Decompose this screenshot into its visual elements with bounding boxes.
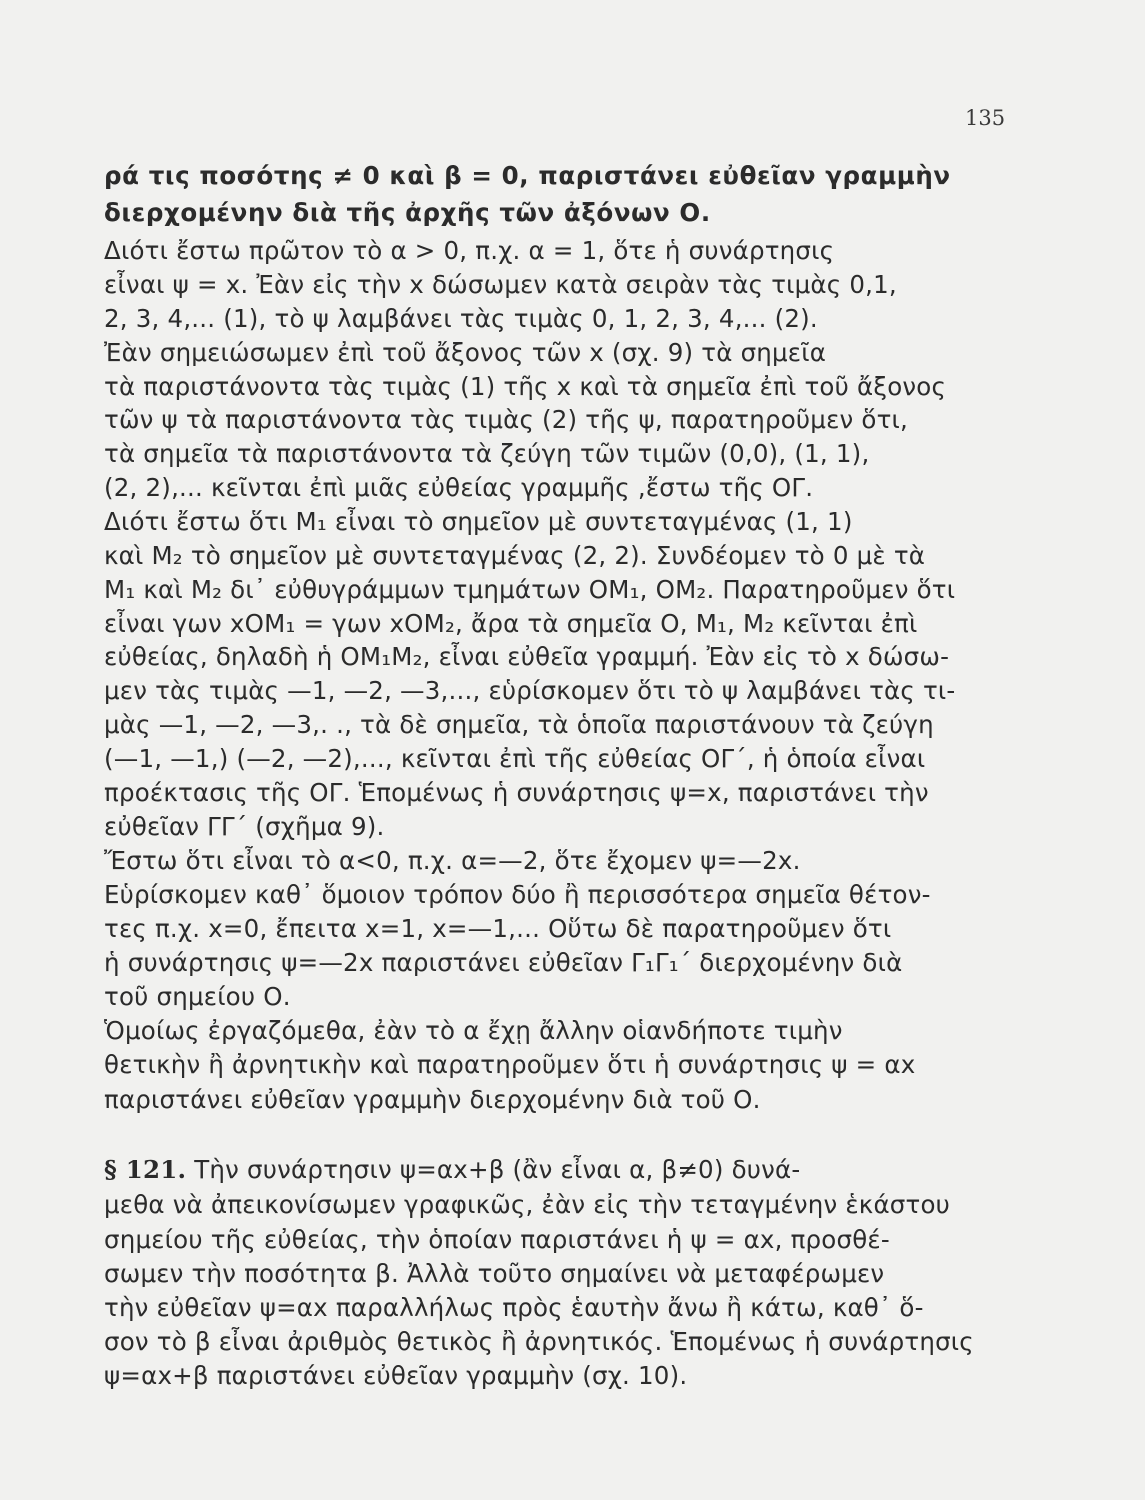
text-line: ἡ συνάρτησις ψ=—2x παριστάνει εὐθεῖαν Γ₁Γ₁΄ διερχομένην διὰ [104,948,903,977]
text-line: (2, 2),... κεῖνται ἐπὶ μιᾶς εὐθείας γραμμῆς ,ἔστω τῆς ΟΓ. [104,473,814,502]
text-line: 2, 3, 4,... (1), τὸ ψ λαμβάνει τὰς τιμὰς 0, 1, 2, 3, 4,... (2). [104,304,818,333]
text-line: μεν τὰς τιμὰς —1, —2, —3,..., εὑρίσκομεν ὅτι τὸ ψ λαμβάνει τὰς τι- [104,676,956,705]
text-line: ψ=αx+β παριστάνει εὐθεῖαν γραμμὴν (σχ. 10). [104,1361,688,1390]
text-line: παριστάνει εὐθεῖαν γραμμὴν διερχομένην διὰ τοῦ Ο. [104,1085,761,1114]
text-line: εἶναι γων xΟM₁ = γων xΟM₂, ἄρα τὰ σημεῖα Ο, M₁, M₂ κεῖνται ἐπὶ [104,609,918,638]
text-line: Διότι ἔστω ὅτι M₁ εἶναι τὸ σημεῖον μὲ συντεταγμένας (1, 1) [104,507,853,536]
text-line: εἶναι ψ = x. Ἐὰν εἰς τὴν x δώσωμεν κατὰ σειρὰν τὰς τιμὰς 0,1, [104,270,897,299]
text-line: ρά τις ποσότης ≠ 0 καὶ β = 0, παριστάνει εὐθεῖαν γραμμὴν [104,161,951,190]
section-heading-line [104,1155,990,1185]
text-line: τῶν ψ τὰ παριστάνοντα τὰς τιμὰς (2) τῆς ψ, παρατηροῦμεν ὅτι, [104,405,909,434]
section-first-line-text: Τὴν συνάρτησιν ψ=αx+β (ἂν εἶναι α, β≠0) δυνά- [186,1155,801,1184]
text-line: Εὑρίσκομεν καθ᾽ ὅμοιον τρόπον δύο ἢ περισσότερα σημεῖα θέτον- [104,880,931,909]
text-line: σωμεν τὴν ποσότητα β. Ἀλλὰ τοῦτο σημαίνει νὰ μεταφέρωμεν [104,1259,885,1288]
text-line: M₁ καὶ M₂ δι᾽ εὐθυγράμμων τμημάτων ΟM₁, ΟM₂. Παρατηροῦμεν ὅτι [104,575,956,604]
text-line: Ὁμοίως ἐργαζόμεθα, ἐὰν τὸ α ἔχῃ ἄλλην οἱανδήποτε τιμὴν [104,1016,843,1045]
text-line: (—1, —1,) (—2, —2),..., κεῖνται ἐπὶ τῆς εὐθείας ΟΓ΄, ἡ ὁποία εἶναι [104,744,926,773]
text-line: θετικὴν ἢ ἀρνητικὴν καὶ παρατηροῦμεν ὅτι ἡ συνάρτησις ψ = αx [104,1050,916,1079]
text-line: μὰς —1, —2, —3,. ., τὰ δὲ σημεῖα, τὰ ὁποῖα παριστάνουν τὰ ζεύγη [104,710,934,739]
text-line: προέκτασις τῆς ΟΓ. Ἑπομένως ἡ συνάρτησις ψ=x, παριστάνει τὴν [104,778,929,807]
text-line: διερχομένην διὰ τῆς ἀρχῆς τῶν ἀξόνων Ο. [104,198,711,227]
section-number: § 121. [104,1155,187,1184]
text-line: τὴν εὐθεῖαν ψ=αx παραλλήλως πρὸς ἑαυτὴν ἄνω ἢ κάτω, καθ᾽ ὅ- [104,1293,924,1322]
text-line: τὰ παριστάνοντα τὰς τιμὰς (1) τῆς x καὶ τὰ σημεῖα ἐπὶ τοῦ ἄξονος [104,372,947,401]
text-line: τὰ σημεῖα τὰ παριστάνοντα τὰ ζεύγη τῶν τιμῶν (0,0), (1, 1), [104,439,870,468]
text-line: εὐθείας, δηλαδὴ ἡ ΟM₁M₂, εἶναι εὐθεῖα γραμμή. Ἐὰν εἰς τὸ x δώσω- [104,642,950,671]
text-line: Ἔστω ὅτι εἶναι τὸ α<0, π.χ. α=—2, ὅτε ἔχομεν ψ=—2x. [104,846,801,875]
page-number: 135 [965,106,1006,130]
text-line: μεθα νὰ ἀπεικονίσωμεν γραφικῶς, ἐὰν εἰς τὴν τεταγμένην ἑκάστου [104,1190,951,1219]
text-line: καὶ M₂ τὸ σημεῖον μὲ συντεταγμένας (2, 2). Συνδέομεν τὸ 0 μὲ τὰ [104,541,926,570]
text-line: σον τὸ β εἶναι ἀριθμὸς θετικὸς ἢ ἀρνητικός. Ἑπομένως ἡ συνάρτησις [104,1327,974,1356]
text-line: τοῦ σημείου Ο. [104,982,291,1011]
text-line: τες π.χ. x=0, ἔπειτα x=1, x=—1,... Οὕτω δὲ παρατηροῦμεν ὅτι [104,914,892,943]
text-line: σημείου τῆς εὐθείας, τὴν ὁποίαν παριστάνει ἡ ψ = αx, προσθέ- [104,1225,890,1254]
text-line: εὐθεῖαν ΓΓ΄ (σχῆμα 9). [104,812,385,841]
text-line: Διότι ἔστω πρῶτον τὸ α > 0, π.χ. α = 1, ὅτε ἡ συνάρτησις [104,236,835,265]
text-line: Ἐὰν σημειώσωμεν ἐπὶ τοῦ ἄξονος τῶν x (σχ. 9) τὰ σημεῖα [104,338,827,367]
